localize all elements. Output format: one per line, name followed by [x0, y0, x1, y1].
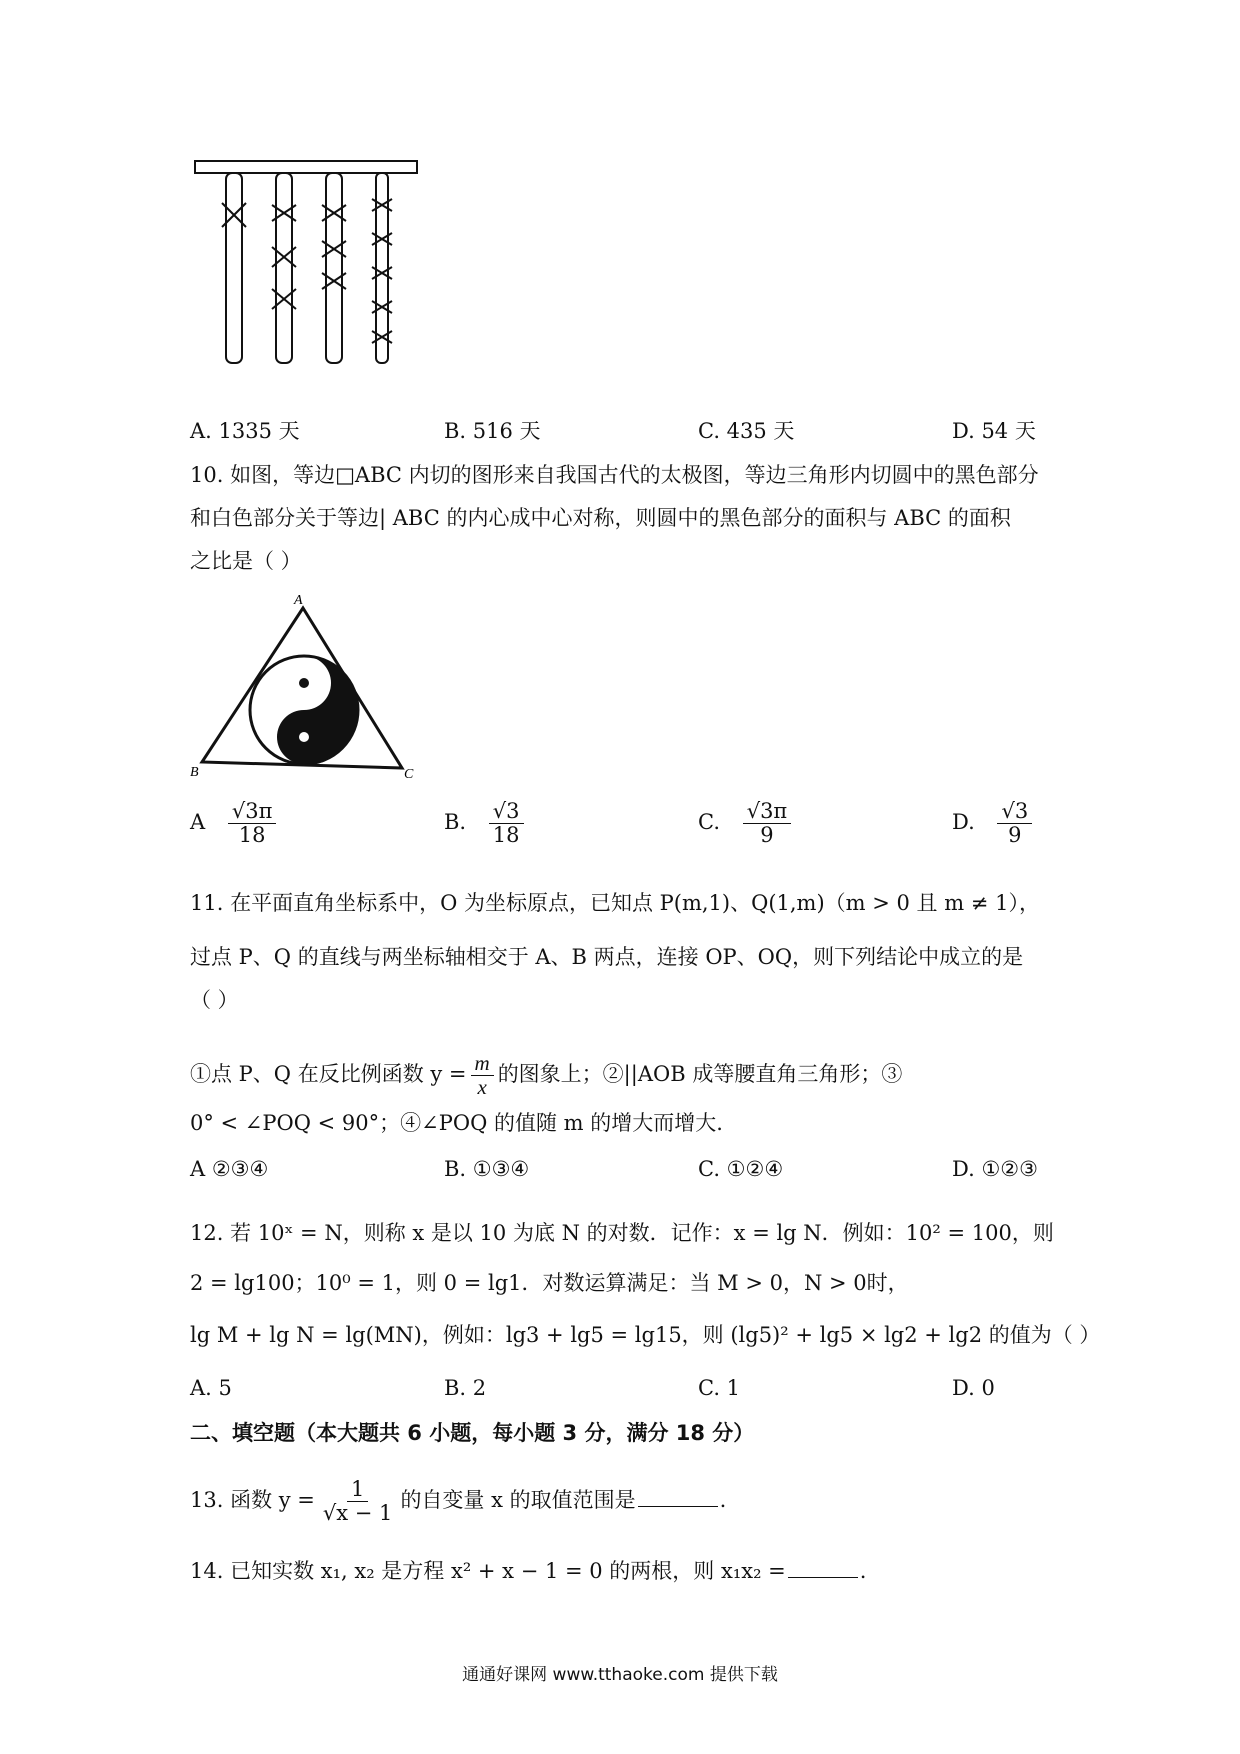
q10-option-b [444, 800, 528, 847]
option-letter: B. [444, 810, 467, 835]
q11-line-4 [190, 1046, 902, 1102]
fraction-numerator: √3 [997, 800, 1032, 824]
q12-option-c: C. 1 [698, 1376, 741, 1400]
option-letter: D. [952, 810, 975, 835]
fraction-denominator: 9 [1008, 823, 1022, 848]
section-heading: 二、填空题（本大题共 6 小题，每小题 3 分，满分 18 分） [190, 1421, 755, 1445]
q9-option-d: D. 54 天 [952, 419, 1036, 443]
q9-option-a: A. 1335 天 [190, 419, 300, 443]
q9-option-b: B. 516 天 [444, 419, 541, 443]
q13-prefix: 13. 函数 y = [190, 1488, 315, 1512]
fraction-denominator: 18 [492, 823, 520, 848]
option-letter: A [190, 810, 206, 835]
fraction-numerator: 1 [347, 1478, 368, 1502]
taiji-triangle-figure [190, 590, 430, 780]
q11-line-5: 0° < ∠POQ < 90°；④∠POQ 的值随 m 的增大而增大. [190, 1111, 723, 1135]
q10-line-1: 10. 如图，等边□ABC 内切的图形来自我国古代的太极图，等边三角形内切圆中的黑色部分 [190, 463, 1039, 487]
option-letter: C. [698, 810, 720, 835]
fraction-numerator: m [471, 1052, 494, 1076]
knot-counting-figure [190, 155, 430, 375]
q11-line-2: 过点 P、Q 的直线与两坐标轴相交于 A、B 两点，连接 OP、OQ，则下列结论中成立的是 [190, 945, 1024, 969]
vertex-label-b: B [190, 765, 199, 780]
q13-suffix: 的自变量 x 的取值范围是 [400, 1488, 636, 1512]
q11-option-d: D. ①②③ [952, 1157, 1038, 1181]
q11-option-c: C. ①②④ [698, 1157, 784, 1181]
q10-option-d [952, 800, 1036, 847]
q10-option-c [698, 800, 795, 847]
q12-line-1: 12. 若 10ˣ = N，则称 x 是以 10 为底 N 的对数．记作：x = lg N．例如：10² = 100，则 [190, 1221, 1054, 1245]
q14-line [190, 1556, 866, 1586]
fraction-denominator: 18 [238, 823, 266, 848]
q11-line-4-prefix: ①点 P、Q 在反比例函数 y = [190, 1062, 467, 1086]
q12-option-b: B. 2 [444, 1376, 487, 1400]
fraction-denominator: √x − 1 [322, 1501, 393, 1525]
q10-option-a [190, 800, 280, 847]
answer-blank[interactable] [788, 1557, 858, 1578]
page-footer: 通通好课网 www.tthaoke.com 提供下载 [462, 1665, 778, 1685]
q10-line-2: 和白色部分关于等边| ABC 的内心成中心对称，则圆中的黑色部分的面积与 ABC 的面积 [190, 506, 1011, 530]
q14-prefix: 14. 已知实数 x₁, x₂ 是方程 x² + x − 1 = 0 的两根，则 x₁x₂ = [190, 1559, 786, 1583]
q11-line-1: 11. 在平面直角坐标系中，O 为坐标原点，已知点 P(m,1)、Q(1,m)（m > 0 且 m ≠ 1）， [190, 891, 1040, 915]
q12-line-2: 2 = lg100；10⁰ = 1，则 0 = lg1．对数运算满足：当 M > 0，N > 0时， [190, 1271, 909, 1295]
fraction-numerator: √3π [228, 800, 277, 824]
q9-option-c: C. 435 天 [698, 419, 795, 443]
q14-end: . [859, 1559, 867, 1583]
q12-option-a: A. 5 [190, 1376, 232, 1400]
q11-option-b: B. ①③④ [444, 1157, 530, 1181]
vertex-label-c: C [404, 767, 414, 780]
vertex-label-a: A [294, 593, 303, 608]
q11-line-4-suffix: 的图象上；②||AOB 成等腰直角三角形；③ [497, 1062, 903, 1086]
q11-line-3: （ ） [190, 988, 239, 1012]
q10-line-3: 之比是（ ） [190, 549, 302, 573]
q13-end: . [719, 1488, 727, 1512]
q13-line [190, 1470, 726, 1530]
fraction-denominator: x [477, 1075, 487, 1099]
fraction-numerator: √3π [743, 800, 792, 824]
fraction-numerator: √3 [489, 800, 524, 824]
q12-option-d: D. 0 [952, 1376, 995, 1400]
q12-line-3: lg M + lg N = lg(MN)，例如：lg3 + lg5 = lg15，则 (lg5)² + lg5 × lg2 + lg2 的值为（ ） [190, 1323, 1101, 1347]
answer-blank[interactable] [638, 1486, 718, 1507]
fraction-denominator: 9 [760, 823, 774, 848]
q11-option-a: A ②③④ [190, 1157, 269, 1181]
